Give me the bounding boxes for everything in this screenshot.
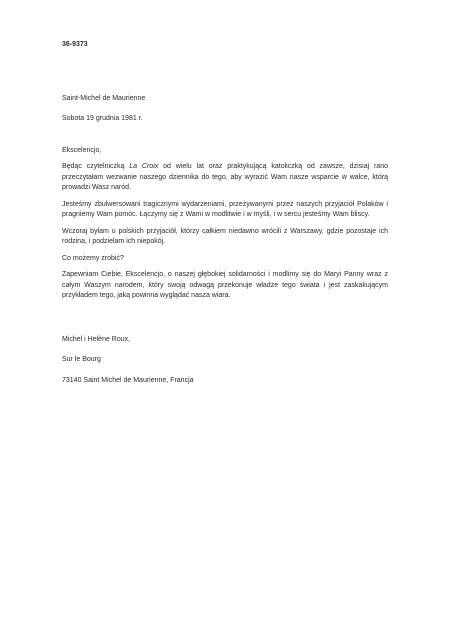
address-line-2: 73140 Saint Michel de Maurienne, Francja xyxy=(62,376,194,384)
paragraph-1 xyxy=(62,162,388,194)
paragraph-1-end: od wielu lat oraz praktykującą katoliczką od zawsze, dzisiaj rano przeczytałam wezwanie naszego dziennika do tego, aby wyrazić Wam nasze wsparcie w walce, którą prowadzi Wasz naród. xyxy=(62,163,388,191)
paragraph-4: Co możemy zrobić? xyxy=(62,254,124,262)
address-line-1: Sur le Bourg xyxy=(62,356,101,363)
newspaper-title: La Croix xyxy=(129,163,159,170)
letter-date: Sobota 19 grudnia 1981 r. xyxy=(62,115,143,122)
paragraph-3: Wczoraj byłam u polskich przyjaciół, którzy całkiem niedawno wrócili z Warszawy, gdzie pozostaje ich rodzina, i podzielam ich niepokój. xyxy=(62,227,388,245)
letter-salutation: Ekscelencjo, xyxy=(62,146,102,154)
paragraph-5: Zapewniam Ciebie, Ekscelencjo, o naszej głębokiej solidarności i modlimy się do Maryi Panny wraz z całym Waszym narodem, który swoją odwagą przekonuje władze tego świata i jest zaskakującym przykładem tego, jaką powinna wyglądać nasza wiara. xyxy=(62,271,388,299)
letter-place: Saint-Michel de Maurienne xyxy=(62,94,146,102)
document-reference: 36-9373 xyxy=(62,41,88,48)
paragraph-1-start: Będąc czytelniczką xyxy=(62,163,130,170)
letter-signature: Michel i Helène Roux, xyxy=(62,335,131,343)
paragraph-2: Jesteśmy zbulwersowani tragicznymi wydarzeniami, przeżywanymi przez naszych przyjaciół Polaków i pragniemy Wam pomóc. Łączymy się z Wami w modlitwie i w myśli, i w sercu jesteśmy Wam bliscy. xyxy=(62,200,388,218)
letter-body xyxy=(62,40,388,386)
